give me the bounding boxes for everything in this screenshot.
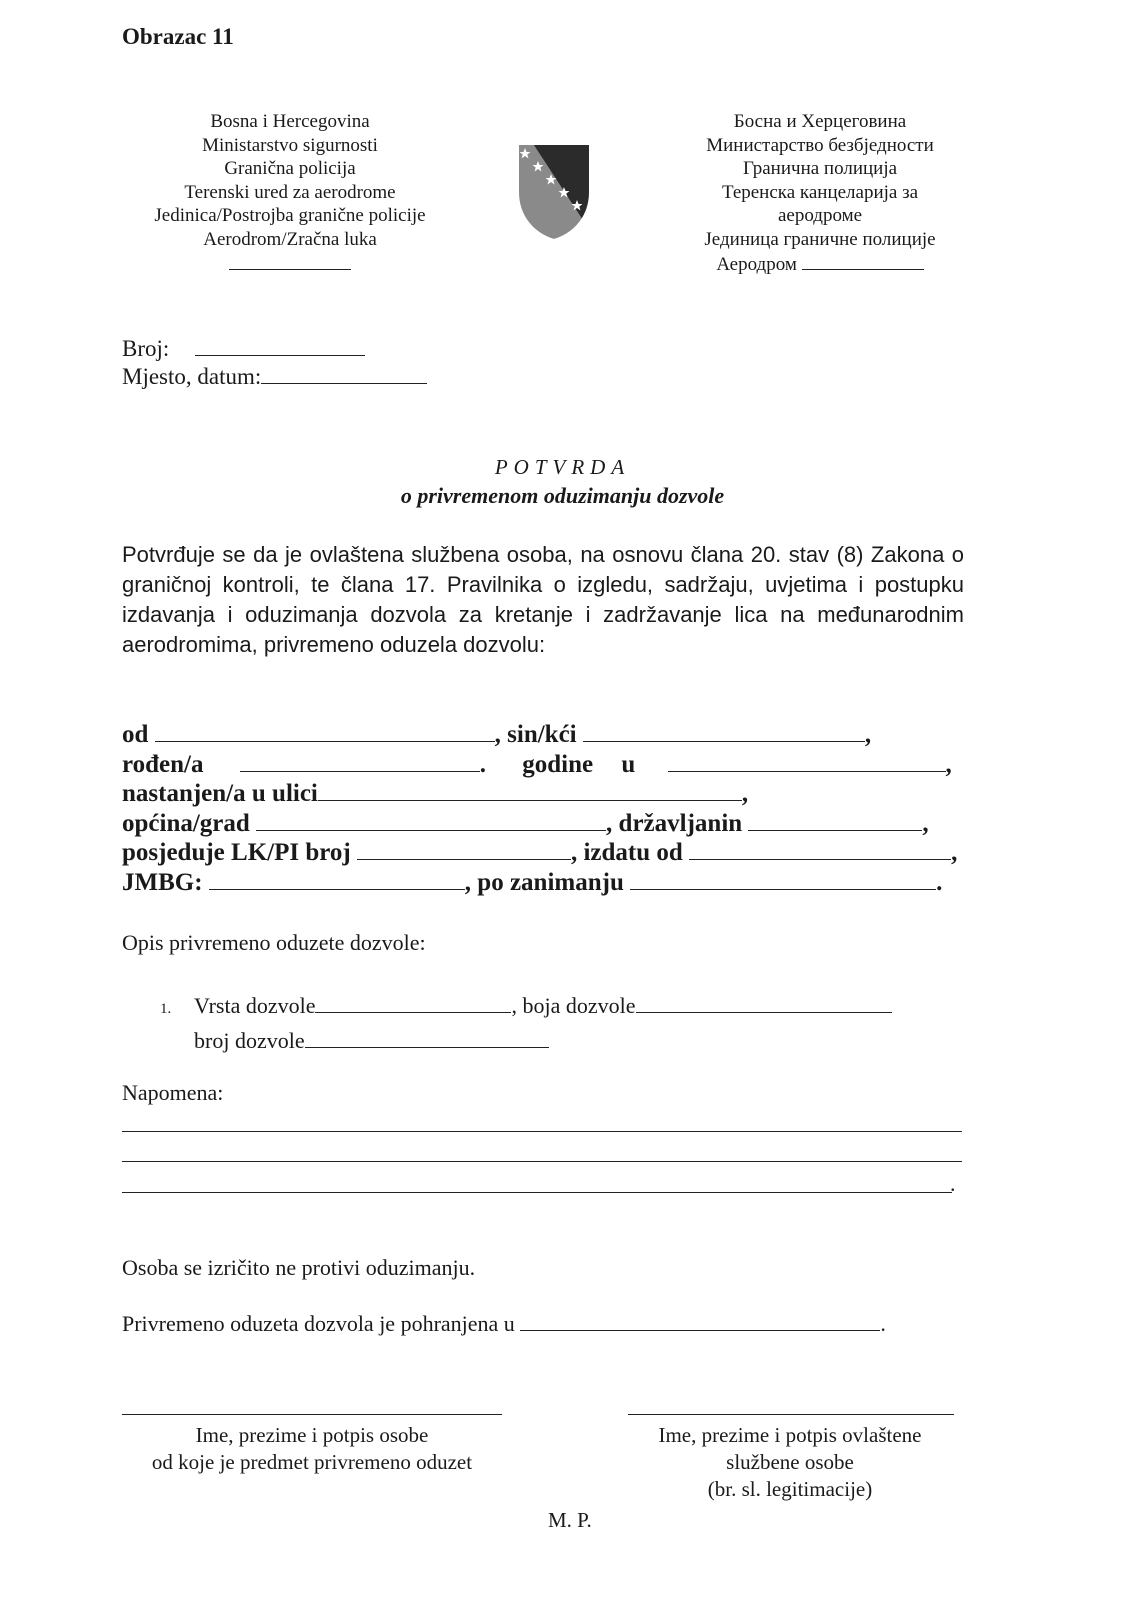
permit-number-blank[interactable]	[305, 1029, 549, 1048]
field-label-in: u	[621, 750, 636, 778]
signature-right-line3: (br. sl. legitimacije)	[707, 1477, 873, 1501]
field-born-blank[interactable]	[240, 751, 480, 772]
header-latin-line: Bosna i Hercegovina	[210, 111, 370, 132]
header-cyrillic	[670, 110, 970, 277]
header-cyrillic-line: Гранична полиција	[742, 158, 898, 179]
note-label: Napomena:	[122, 1080, 224, 1105]
field-label-son-daughter: sin/kći	[507, 721, 577, 748]
field-son-daughter-blank[interactable]	[583, 721, 865, 742]
permit-color-blank[interactable]	[636, 994, 892, 1013]
description-item: 1. Vrsta dozvole , boja dozvole broj dozvole	[160, 990, 892, 1056]
number-row	[122, 336, 365, 362]
header-latin-line: Jedinica/Postrojba granične policije	[154, 205, 426, 226]
document-title: POTVRDA	[494, 455, 631, 479]
place-date-label: Mjesto, datum:	[122, 364, 262, 389]
signature-right-line1: Ime, prezime i potpis ovlaštene	[658, 1423, 922, 1447]
field-label-year: godine	[522, 750, 594, 778]
field-municipality-blank[interactable]	[256, 810, 606, 831]
storage-label: Privremeno oduzeta dozvola je pohranjena u	[122, 1311, 515, 1336]
item-number: 1.	[160, 1001, 172, 1017]
signature-line-right[interactable]	[628, 1414, 954, 1415]
header-cyrillic-line: Министарство безбједности	[706, 134, 934, 156]
header-latin-line: Granična policija	[224, 158, 356, 179]
signature-right	[610, 1422, 970, 1503]
field-label-born: rođen/a	[122, 750, 204, 778]
note-line[interactable]	[122, 1192, 952, 1193]
field-label-issued-by: izdatu od	[583, 839, 683, 866]
airport-label: Аеродром	[716, 254, 797, 275]
signature-right-line2: službene osobe	[726, 1450, 854, 1474]
note-line[interactable]	[122, 1131, 962, 1132]
note-line[interactable]	[122, 1161, 962, 1162]
field-street-blank[interactable]	[318, 780, 742, 801]
header-cyrillic-line: аеродроме	[777, 205, 863, 226]
signature-left-line1: Ime, prezime i potpis osobe	[195, 1423, 429, 1447]
field-citizenship-blank[interactable]	[748, 810, 922, 831]
field-birthplace-blank[interactable]	[668, 751, 946, 772]
place-date-blank[interactable]	[261, 365, 427, 384]
person-fields: od , sin/kći , rođen/a . godine u , nastanjen/a u ulici , općina/grad , državljanin , posjeduje LK/PI broj , izdatu od , JMBG: , po zanimanju .	[122, 721, 958, 896]
field-label-jmbg: JMBG:	[122, 868, 203, 896]
field-jmbg-blank[interactable]	[209, 869, 465, 890]
permit-color-label: boja dozvole	[522, 993, 636, 1018]
number-blank[interactable]	[195, 337, 365, 356]
permit-number-label: broj dozvole	[194, 1028, 305, 1053]
field-occupation-blank[interactable]	[630, 869, 936, 890]
number-label: Broj:	[122, 336, 170, 361]
field-label-municipality: općina/grad	[122, 809, 250, 837]
field-label-citizen: državljanin	[618, 809, 743, 837]
field-issued-by-blank[interactable]	[689, 839, 951, 860]
header-latin	[130, 110, 450, 277]
bih-coat-of-arms-icon	[514, 142, 594, 242]
header-latin-line: Ministarstvo sigurnosti	[202, 134, 378, 156]
field-id-number-blank[interactable]	[357, 839, 571, 860]
description-label: Opis privremeno oduzete dozvole:	[122, 930, 426, 955]
intro-paragraph: Potvrđuje se da je ovlaštena službena osoba, na osnovu člana 20. stav (8) Zakona o graničnoj kontroli, te člana 17. Pravilnika o izgledu, sadržaju, uvjetima i postupku izdavanja i oduzimanja dozvola za kretanje i zadržavanje lica na međunarodnim aerodromima, privremeno oduzela dozvolu:	[122, 542, 964, 657]
storage-row: Privremeno oduzeta dozvola je pohranjena u .	[122, 1311, 886, 1336]
header-cyrillic-line: Теренска канцеларија за	[721, 181, 919, 203]
header-latin-line: Terenski ured za aerodrome	[184, 181, 396, 203]
permit-type-label: Vrsta dozvole	[194, 993, 316, 1018]
signature-left-line2: od koje je predmet privremeno oduzet	[151, 1450, 473, 1474]
airport-name-blank[interactable]	[229, 251, 351, 270]
field-label-occupation: po zanimanju	[477, 868, 624, 896]
airport-name-cyr-blank[interactable]	[802, 251, 924, 270]
permit-type-blank[interactable]	[315, 994, 511, 1013]
header-latin-line: Aerodrom/Zračna luka	[203, 228, 377, 250]
document-subtitle: o privremenom oduzimanju dozvole	[400, 483, 725, 508]
header-cyrillic-line: Јединица граничне полиције	[704, 228, 936, 250]
field-from-blank[interactable]	[155, 721, 495, 742]
no-objection-statement: Osoba se izričito ne protivi oduzimanju.	[122, 1255, 476, 1280]
field-label-resident: nastanjen/a u ulici	[122, 780, 318, 807]
document-page: Obrazac 11 Bosna i Hercegovina Ministarstvo sigurnosti Granična policija Terenski ured za aerodrome Jedinica/Postrojba granične policije Aerodrom/Zračna luka Босна и Херцеговина Министарство безбједности Гранична полиција Теренска канцеларија за аеродроме Јединица граничне полиције Аеродром Broj: Mjesto, datum: POTVRDA o privremenom oduzimanju dozvole Potvrđuje se da je ovlaštena službena osoba, na osnovu člana 20. stav (8) Zakona o graničnoj kontroli, te člana 17. Pravilnika o izgledu, sadržaju, uvjetima i postupku izdavanja i oduzimanja dozvola za kretanje i zadržavanje lica na međunarodnim aerodromima, privremeno oduzela dozvolu: od , sin/kći , rođen/a . godine u , nastanjen/a u ulici , općina/grad , državljanin , posjeduje LK/PI broj , izdatu od , JMBG: , po zanimanju . Opis privremeno oduzete dozvole: 1. Vrsta dozvole , boja dozvole broj dozvole Napomena: . Osoba se izričito ne protivi oduzimanju. Privremeno oduzeta dozvola je pohranjena u . Ime, prezime i potpis osobe od koje je predmet privremeno oduzet Ime, prezime i potpis ovlaštene službene osobe (br. sl. legitimacije) M. P.	[0, 0, 1125, 1610]
signature-line-left[interactable]	[122, 1414, 502, 1415]
field-label-id-card: posjeduje LK/PI broj	[122, 839, 351, 866]
field-label-from: od	[122, 721, 149, 748]
stamp-placeholder: M. P.	[548, 1508, 592, 1532]
place-date-row	[122, 364, 427, 390]
form-id: Obrazac 11	[122, 24, 234, 49]
signature-left	[112, 1422, 512, 1476]
storage-blank[interactable]	[520, 1312, 880, 1331]
header-cyrillic-line: Босна и Херцеговина	[733, 111, 907, 132]
